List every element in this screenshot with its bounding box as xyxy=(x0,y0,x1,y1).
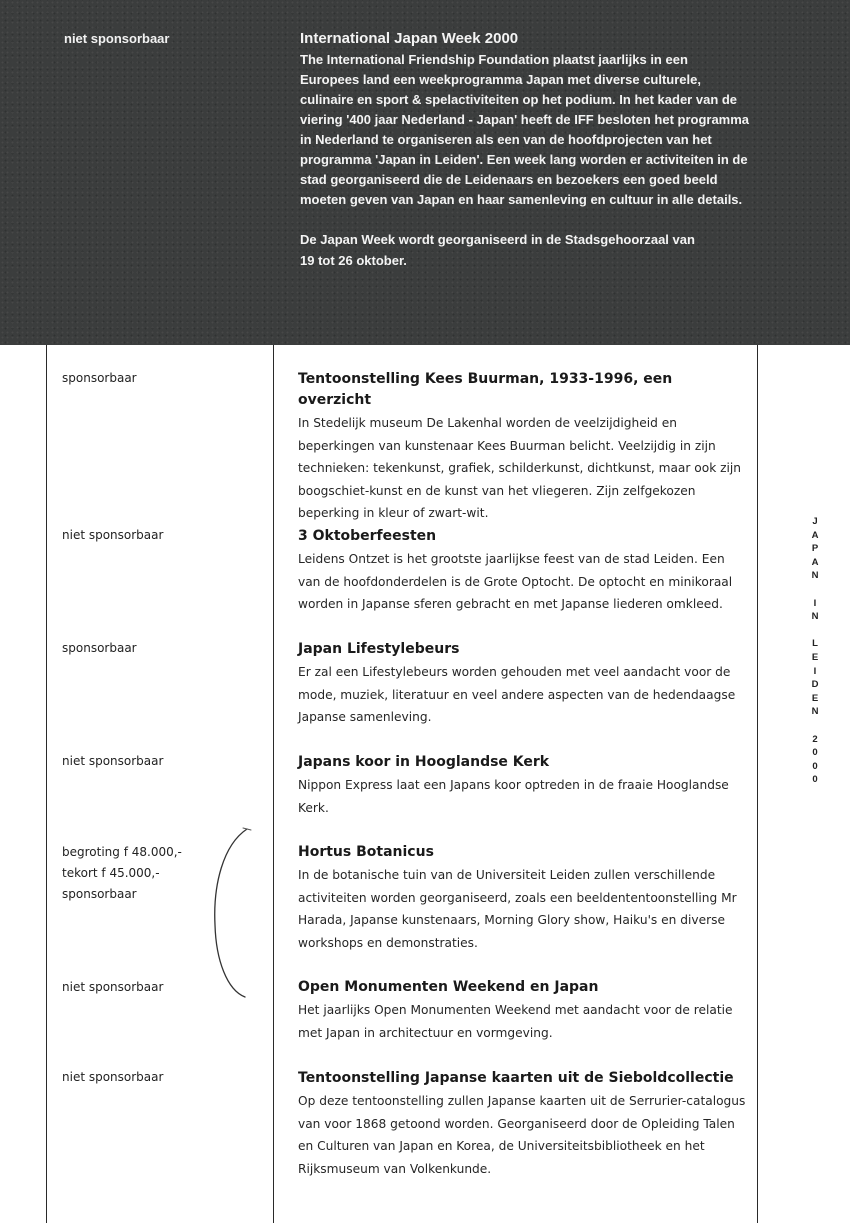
item-status-label: niet sponsorbaar xyxy=(62,1070,164,1084)
vertical-series-label: J A P A N I N L E I D E N 2 0 0 0 xyxy=(811,516,819,786)
item-title: Tentoonstelling Kees Buurman, 1933-1996, een overzicht xyxy=(298,371,673,408)
item-status-label: niet sponsorbaar xyxy=(62,754,164,768)
header-band xyxy=(0,0,850,345)
item-status-label: begroting f 48.000,- tekort f 45.000,- sponsorbaar xyxy=(62,845,182,901)
item-description: Op deze tentoonstelling zullen Japanse kaarten uit de Serrurier-catalogus van voor 1868 getoond worden. Georganiseerd door de Opleiding Talen en Culturen van Japan en Korea, de Universiteitsbibliotheek en het Rijksmuseum van Volkenkunde. xyxy=(298,1094,746,1176)
middle-column-rule xyxy=(273,345,274,1223)
item-status-label: niet sponsorbaar xyxy=(62,528,164,542)
item-description: Nippon Express laat een Japans koor optreden in de fraaie Hooglandse Kerk. xyxy=(298,778,729,815)
handwritten-bracket-mark xyxy=(205,825,255,1000)
item-title: Japan Lifestylebeurs xyxy=(298,641,460,657)
item-title: Tentoonstelling Japanse kaarten uit de Sieboldcollectie xyxy=(298,1070,734,1086)
item-title: 3 Oktoberfeesten xyxy=(298,528,437,544)
program-item xyxy=(298,369,746,525)
item-status-label: sponsorbaar xyxy=(62,641,137,655)
left-column-rule xyxy=(46,345,47,1223)
right-column-rule xyxy=(757,345,758,1223)
program-item xyxy=(298,842,746,954)
item-title: Open Monumenten Weekend en Japan xyxy=(298,979,599,995)
header-title: International Japan Week 2000 xyxy=(300,30,519,47)
header-intro xyxy=(300,28,750,271)
item-description: Leidens Ontzet is het grootste jaarlijkse feest van de stad Leiden. Een van de hoofdonderdelen is de Grote Optocht. De optocht en minikoraal worden in Japanse sferen gebracht en met Japanse liederen omkleed. xyxy=(298,552,733,612)
program-item xyxy=(298,977,746,1044)
item-title: Hortus Botanicus xyxy=(298,844,434,860)
item-description: Het jaarlijks Open Monumenten Weekend met aandacht voor de relatie met Japan in architectuur en vormgeving. xyxy=(298,1003,733,1040)
program-item xyxy=(298,1068,746,1180)
item-status-label: sponsorbaar xyxy=(62,371,137,385)
header-body-text: The International Friendship Foundation plaatst jaarlijks in een Europees land een weekprogramma Japan met diverse culturele, culinaire en sport & spelactiviteiten op het podium. In het kader van de viering '400 jaar Nederland - Japan' heeft de IFF besloten het programma in Nederland te organiseren als een van de hoofdprojecten van het programma 'Japan in Leiden'. Een week lang worden er activiteiten in de stad georganiseerd die de Leidenaars en bezoekers een goed beeld moeten geven van Japan en haar samenleving en cultuur in alle details. xyxy=(300,52,750,207)
program-item xyxy=(298,526,746,616)
item-title: Japans koor in Hooglandse Kerk xyxy=(298,754,550,770)
header-status-label: niet sponsorbaar xyxy=(64,31,170,46)
header-note-text: De Japan Week wordt georganiseerd in de Stadsgehoorzaal van 19 tot 26 oktober. xyxy=(300,232,695,268)
item-description: Er zal een Lifestylebeurs worden gehouden met veel aandacht voor de mode, muziek, literatuur en veel andere aspecten van de hedendaagse Japanse samenleving. xyxy=(298,665,736,725)
item-status-label: niet sponsorbaar xyxy=(62,980,164,994)
program-item xyxy=(298,639,746,729)
item-description: In Stedelijk museum De Lakenhal worden de veelzijdigheid en beperkingen van kunstenaar Kees Buurman belicht. Veelzijdig in zijn technieken: tekenkunst, grafiek, schilderkunst, dichtkunst, maar ook zijn boogschiet-kunst en de kunst van het vliegeren. Zijn zelfgekozen beperking in kleur of zwart-wit. xyxy=(298,416,742,521)
program-item xyxy=(298,752,746,819)
item-description: In de botanische tuin van de Universiteit Leiden zullen verschillende activiteiten worden georganiseerd, zoals een beeldententoonstelling Mr Harada, Japanse kunstenaars, Morning Glory show, Haiku's en diverse workshops en demonstraties. xyxy=(298,868,737,950)
